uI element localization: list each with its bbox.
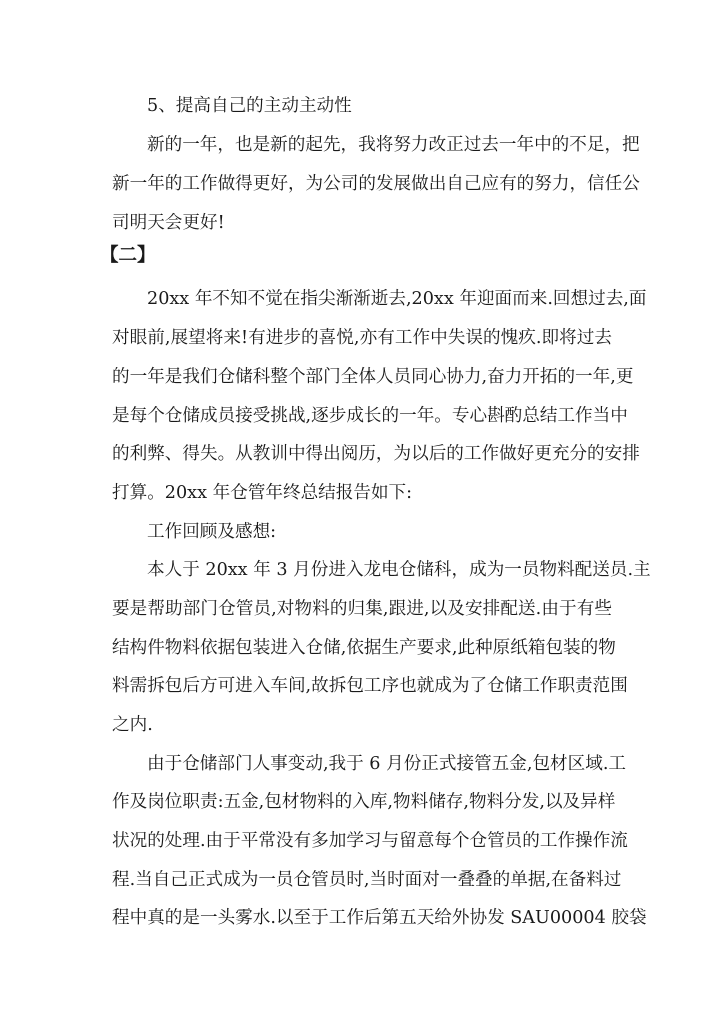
paragraph-line: 对眼前,展望将来!有进步的喜悦,亦有工作中失误的愧疚.即将过去 (112, 328, 612, 348)
paragraph-line: 状况的处理.由于平常没有多加学习与留意每个仓管员的工作操作流 (112, 831, 628, 851)
paragraph-line: 之内. (112, 715, 153, 735)
paragraph-line: 本人于 20xx 年 3 月份进入龙电仓储科，成为一员物料配送员.主 (147, 560, 651, 580)
paragraph-line: 新的一年，也是新的起先，我将努力改正过去一年中的不足，把 (147, 135, 640, 155)
paragraph-line: 程中真的是一头雾水.以至于工作后第五天给外协发 SAU00004 胶袋 (112, 908, 647, 928)
paragraph-line: 由于仓储部门人事变动,我于 6 月份正式接管五金,包材区域.工 (147, 754, 627, 774)
subheading: 工作回顾及感想: (147, 522, 277, 542)
paragraph-line: 打算。20xx 年仓管年终总结报告如下: (112, 483, 413, 503)
paragraph-line: 的利弊、得失。从教训中得出阅历，为以后的工作做好更充分的安排 (112, 444, 640, 464)
paragraph-line: 新一年的工作做得更好，为公司的发展做出自己应有的努力，信任公 (112, 174, 640, 194)
paragraph-line: 结构件物料依据包装进入仓储,依据生产要求,此种原纸箱包装的物 (112, 638, 616, 658)
paragraph-line: 是每个仓储成员接受挑战,逐步成长的一年。专心斟酌总结工作当中 (112, 406, 628, 426)
paragraph-line: 程.当自己正式成为一员仓管员时,当时面对一叠叠的单据,在备料过 (112, 870, 622, 890)
paragraph-line: 20xx 年不知不觉在指尖渐渐逝去,20xx 年迎面而来.回想过去,面 (147, 289, 647, 309)
paragraph-line: 要是帮助部门仓管员,对物料的归集,跟进,以及安排配送.由于有些 (112, 599, 612, 619)
paragraph-line: 料需拆包后方可进入车间,故拆包工序也就成为了仓储工作职责范围 (112, 676, 628, 696)
list-item-heading: 5、提高自己的主动主动性 (147, 96, 352, 116)
paragraph-line: 的一年是我们仓储科整个部门全体人员同心协力,奋力开拓的一年,更 (112, 367, 634, 387)
paragraph-line: 作及岗位职责:五金,包材物料的入库,物料储存,物料分发,以及异样 (112, 792, 616, 812)
paragraph-line: 司明天会更好! (112, 213, 225, 233)
section-heading: 【二】 (100, 245, 156, 266)
